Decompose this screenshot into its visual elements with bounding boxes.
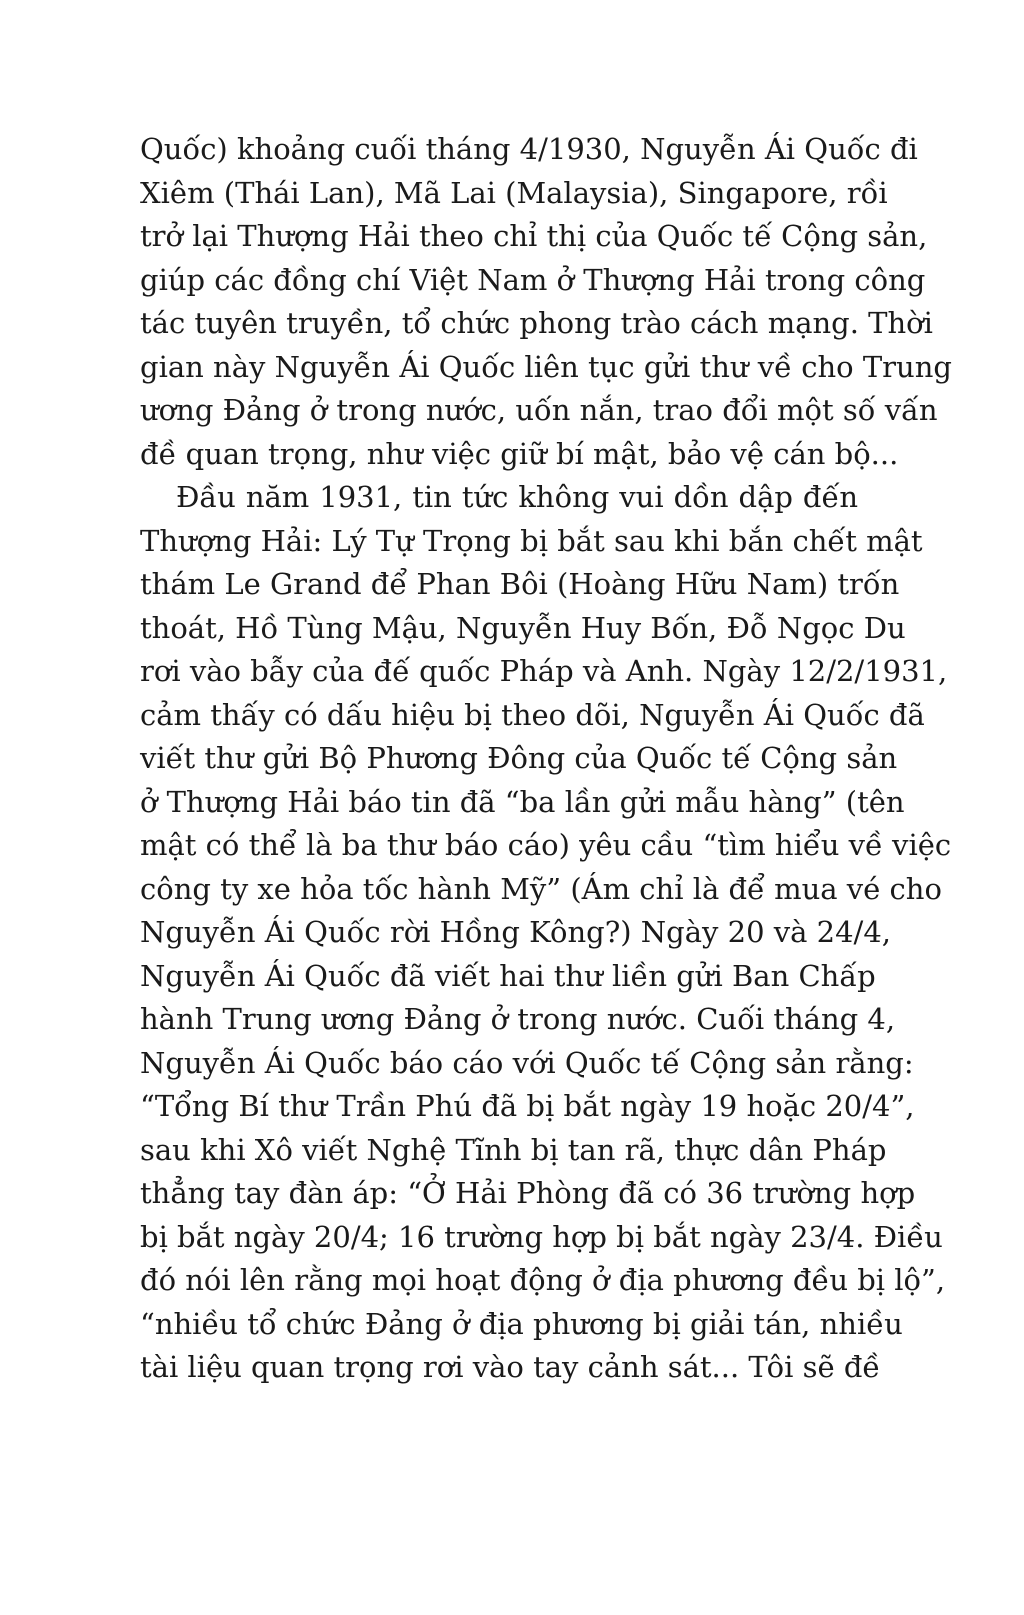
text-line: Quốc) khoảng cuối tháng 4/1930, Nguyễn Ái Quốc đi [140, 132, 918, 166]
text-line: tài liệu quan trọng rơi vào tay cảnh sát... Tôi sẽ đề [140, 1350, 881, 1384]
text-line: viết thư gửi Bộ Phương Đông của Quốc tế Cộng sản [140, 741, 898, 775]
text-line: đó nói lên rằng mọi hoạt động ở địa phương đều bị lộ”, [140, 1263, 946, 1297]
text-line: đề quan trọng, như việc giữ bí mật, bảo vệ cán bộ... [140, 436, 899, 471]
text-line: gian này Nguyễn Ái Quốc liên tục gửi thư về cho Trung [140, 349, 952, 384]
text-line: “Tổng Bí thư Trần Phú đã bị bắt ngày 19 hoặc 20/4”, [140, 1089, 915, 1123]
paragraph-2 [140, 476, 952, 1390]
text-line: ương Đảng ở trong nước, uốn nắn, trao đổi một số vấn [140, 393, 938, 427]
text-line: sau khi Xô viết Nghệ Tĩnh bị tan rã, thực dân Pháp [140, 1132, 887, 1167]
text-line: bị bắt ngày 20/4; 16 trường hợp bị bắt ngày 23/4. Điều [140, 1219, 943, 1254]
text-line: Nguyễn Ái Quốc rời Hồng Kông?) Ngày 20 và 24/4, [140, 915, 891, 949]
text-line: “nhiều tổ chức Đảng ở địa phương bị giải tán, nhiều [140, 1306, 903, 1341]
text-line: Nguyễn Ái Quốc đã viết hai thư liền gửi Ban Chấp [140, 958, 876, 993]
text-line: hành Trung ương Đảng ở trong nước. Cuối tháng 4, [140, 1002, 896, 1036]
text-line: thoát, Hồ Tùng Mậu, Nguyễn Huy Bốn, Đỗ Ngọc Du [140, 610, 906, 645]
text-line: tác tuyên truyền, tổ chức phong trào cách mạng. Thời [140, 306, 933, 340]
text-line: Nguyễn Ái Quốc báo cáo với Quốc tế Cộng sản rằng: [140, 1045, 914, 1080]
text-line: cảm thấy có dấu hiệu bị theo dõi, Nguyễn Ái Quốc đã [140, 697, 925, 732]
text-line: ở Thượng Hải báo tin đã “ba lần gửi mẫu hàng” (tên [140, 784, 905, 819]
text-line: công ty xe hỏa tốc hành Mỹ” (Ám chỉ là để mua vé cho [140, 871, 942, 906]
text-line: mật có thể là ba thư báo cáo) yêu cầu “tìm hiểu về việc [140, 828, 952, 862]
text-line: trở lại Thượng Hải theo chỉ thị của Quốc tế Cộng sản, [140, 219, 928, 253]
text-line: Xiêm (Thái Lan), Mã Lai (Malaysia), Singapore, rồi [140, 175, 888, 210]
text-line: Thượng Hải: Lý Tự Trọng bị bắt sau khi bắn chết mật [140, 523, 923, 558]
body-text [140, 128, 952, 1390]
text-line: giúp các đồng chí Việt Nam ở Thượng Hải trong công [140, 262, 926, 297]
text-line: Đầu năm 1931, tin tức không vui dồn dập đến [176, 480, 858, 514]
paragraph-1 [140, 128, 952, 476]
text-line: rơi vào bẫy của đế quốc Pháp và Anh. Ngày 12/2/1931, [140, 654, 948, 688]
text-line: thám Le Grand để Phan Bôi (Hoàng Hữu Nam) trốn [140, 567, 900, 601]
text-line: thẳng tay đàn áp: “Ở Hải Phòng đã có 36 trường hợp [140, 1176, 916, 1210]
